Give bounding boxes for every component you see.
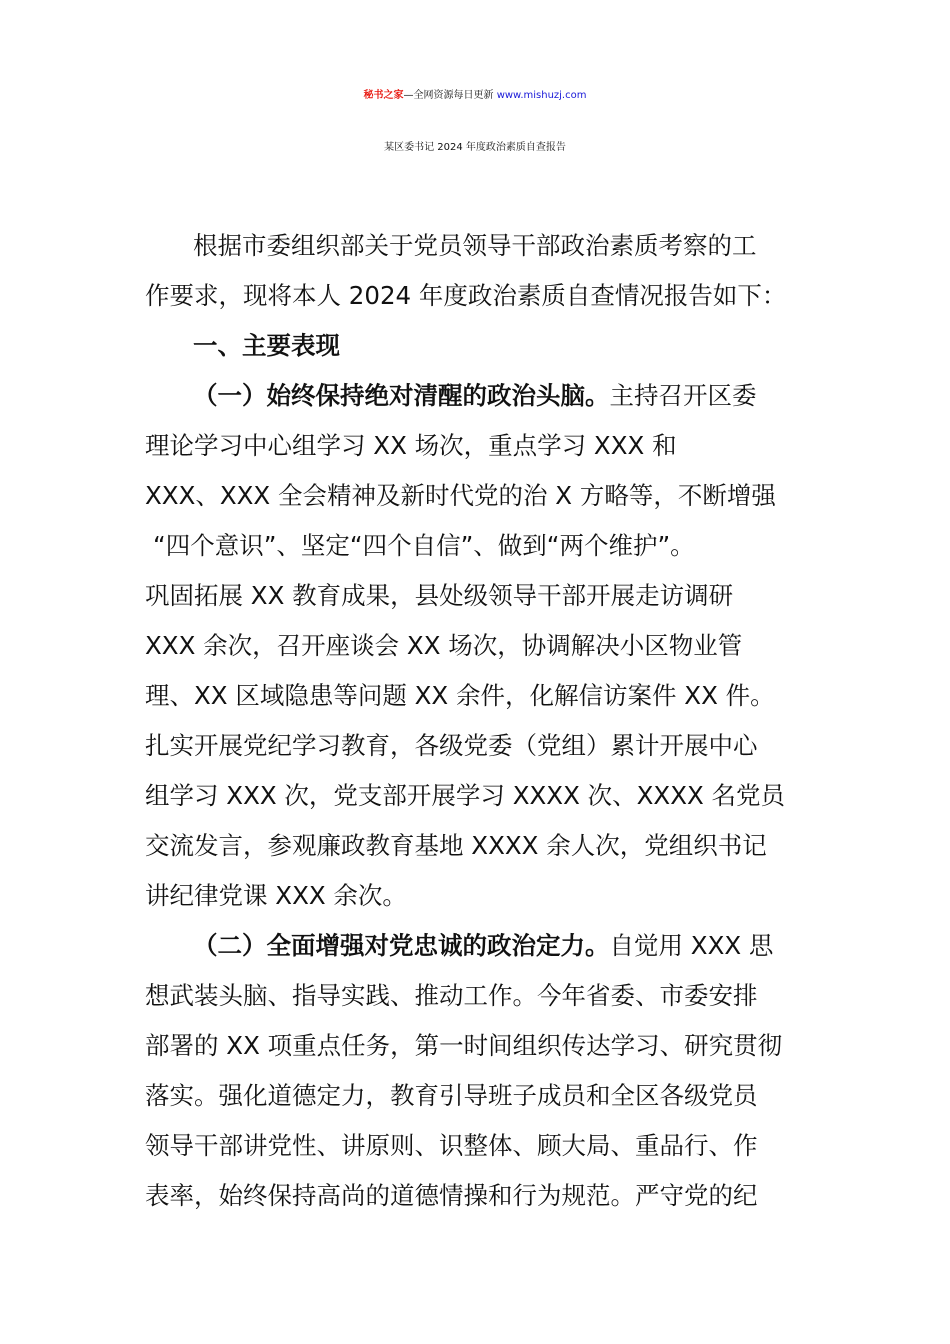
paragraph-line: 部署的 XX 项重点任务，第一时间组织传达学习、研究贯彻 [145,1031,783,1060]
subsection-1-first-line [193,379,757,413]
paragraph-line: 领导干部讲党性、讲原则、识整体、顾大局、重品行、作 [145,1131,758,1160]
site-banner [0,80,950,112]
paragraph-line: 表率，始终保持高尚的道德情操和行为规范。严守党的纪 [145,1181,758,1210]
subsection-1-text: 主持召开区委 [609,381,757,410]
intro-line: 作要求，现将本人 2024 年度政治素质自查情况报告如下： [145,281,787,310]
paragraph-line: 组学习 XXX 次，党支部开展学习 XXXX 次、XXXX 名党员 [145,781,786,810]
paragraph-line: 讲纪律党课 XXX 余次。 [145,881,407,910]
paragraph-line: 巩固拓展 XX 教育成果，县处级领导干部开展走访调研 [145,581,734,610]
paragraph-line: XXX、XXX 全会精神及新时代党的治 X 方略等，不断增强 [145,481,776,510]
subsection-2-text: 自觉用 XXX 思 [609,931,774,960]
paragraph-line: 理论学习中心组学习 XX 场次，重点学习 XXX 和 [145,431,677,460]
paragraph-line: 理、XX 区域隐患等问题 XX 余件，化解信访案件 XX 件。 [145,681,775,710]
paragraph-line: 落实。强化道德定力，教育引导班子成员和全区各级党员 [145,1081,758,1110]
banner-url-link[interactable]: www.mishuzj.com [496,90,587,101]
subsection-2-heading: （二）全面增强对党忠诚的政治定力。 [193,931,610,960]
paragraph-line: 想武装头脑、指导实践、推动工作。今年省委、市委安排 [145,981,758,1010]
banner-tagline: —全网资源每日更新 [403,90,497,101]
banner-brand: 秘书之家 [363,90,404,101]
paragraph-line: 交流发言，参观廉政教育基地 XXXX 余人次，党组织书记 [145,831,767,860]
subsection-1-heading: （一）始终保持绝对清醒的政治头脑。 [193,381,610,410]
section-heading: 一、主要表现 [193,331,340,360]
intro-line: 根据市委组织部关于党员领导干部政治素质考察的工 [193,231,757,260]
document-title: 某区委书记 2024 年度政治素质自查报告 [384,142,566,153]
paragraph-line: “四个意识”、坚定“四个自信”、做到“两个维护”。 [153,531,695,560]
paragraph-line: 扎实开展党纪学习教育，各级党委（党组）累计开展中心 [145,731,758,760]
subsection-2-first-line [193,929,773,963]
paragraph-line: XXX 余次，召开座谈会 XX 场次，协调解决小区物业管 [145,631,743,660]
